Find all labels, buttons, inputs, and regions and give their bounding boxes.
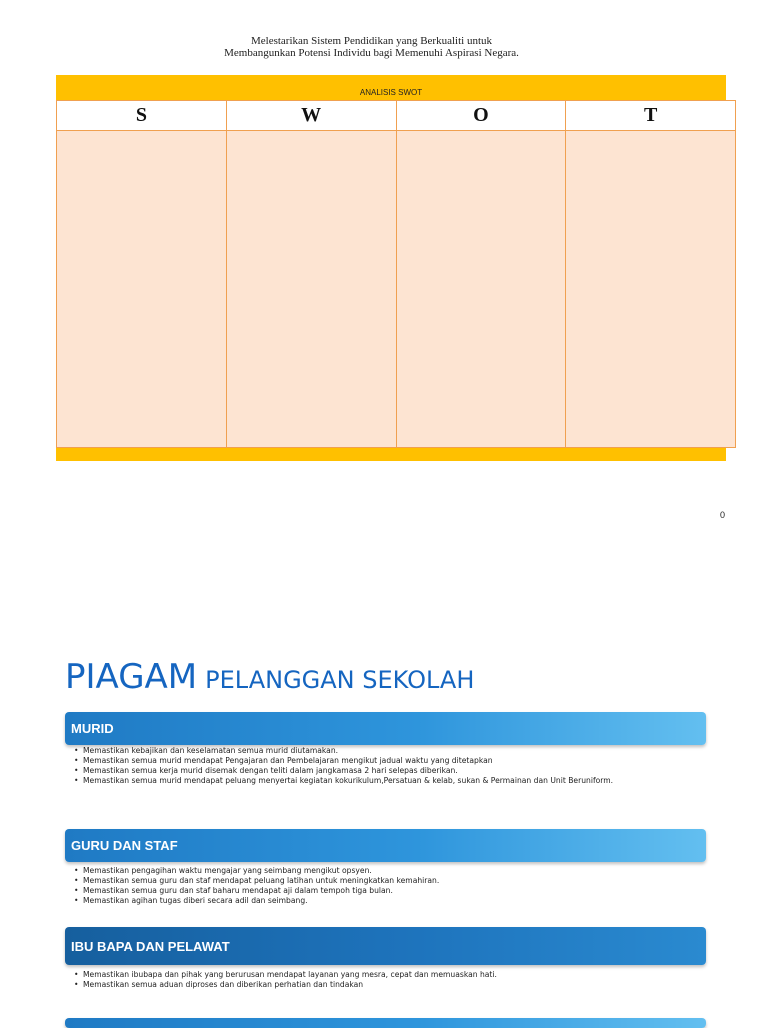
list-item: • Memastikan semua murid mendapat Pengajaran dan Pembelajaran mengikut jadual waktu yang ditetapkan <box>83 756 706 766</box>
swot-cell-w <box>227 131 396 448</box>
swot-title: ANALISIS SWOT <box>359 88 423 97</box>
list-item: • Memastikan agihan tugas diberi secara adil dan seimbang. <box>83 896 706 906</box>
list-item: • Memastikan kebajikan dan keselamatan semua murid diutamakan. <box>83 746 706 756</box>
section-next-partial <box>65 1018 706 1028</box>
list-item: • Memastikan pengagihan waktu mengajar yang seimbang mengikut opsyen. <box>83 866 706 876</box>
section-murid <box>65 712 706 786</box>
section-header-next <box>65 1018 706 1028</box>
list-item: • Memastikan semua aduan diproses dan diberikan perhatian dan tindakan <box>83 980 706 990</box>
swot-cell-s <box>57 131 226 448</box>
swot-column-t <box>565 100 736 448</box>
swot-column-o <box>396 100 566 448</box>
section-header-murid: MURID <box>65 712 706 745</box>
piagam-title-main: PIAGAM <box>65 657 198 697</box>
section-guru-dan-staf <box>65 829 706 906</box>
motto <box>0 35 743 59</box>
swot-column-s <box>56 100 226 448</box>
swot-header-o: O <box>397 100 566 131</box>
page-number: 0 <box>720 510 726 520</box>
section-header-ibu-bapa-dan-pelawat: IBU BAPA DAN PELAWAT <box>65 927 706 965</box>
swot-header-w: W <box>227 100 396 131</box>
swot-cell-o <box>397 131 566 448</box>
section-header-guru-dan-staf: GURU DAN STAF <box>65 829 706 862</box>
list-item: • Memastikan semua guru dan staf baharu mendapat aji dalam tempoh tiga bulan. <box>83 886 706 896</box>
list-item: • Memastikan ibubapa dan pihak yang berurusan mendapat layanan yang mesra, cepat dan memuaskan hati. <box>83 970 706 980</box>
piagam-title <box>65 657 474 697</box>
swot-cell-t <box>566 131 735 448</box>
swot-header-s: S <box>57 100 226 131</box>
section-list-ibu-bapa-dan-pelawat <box>65 970 706 990</box>
swot-column-w <box>226 100 396 448</box>
motto-line-1: Melestarikan Sistem Pendidikan yang Berkualiti untuk <box>250 35 493 47</box>
swot-table <box>56 100 736 448</box>
motto-line-2: Membangunkan Potensi Individu bagi Memenuhi Aspirasi Negara. <box>224 47 519 59</box>
section-list-murid <box>65 746 706 786</box>
list-item: • Memastikan semua murid mendapat peluang menyertai kegiatan kokurikulum,Persatuan & kelab, sukan & Permainan dan Unit Beruniform. <box>83 776 706 786</box>
list-item: • Memastikan semua kerja murid disemak dengan teliti dalam jangkamasa 2 hari selepas diberikan. <box>83 766 706 776</box>
piagam-title-sub: PELANGGAN SEKOLAH <box>205 666 475 694</box>
list-item: • Memastikan semua guru dan staf mendapat peluang latihan untuk meningkatkan kemahiran. <box>83 876 706 886</box>
section-list-guru-dan-staf <box>65 866 706 906</box>
swot-header-t: T <box>566 100 735 131</box>
section-ibu-bapa-dan-pelawat <box>65 927 706 990</box>
